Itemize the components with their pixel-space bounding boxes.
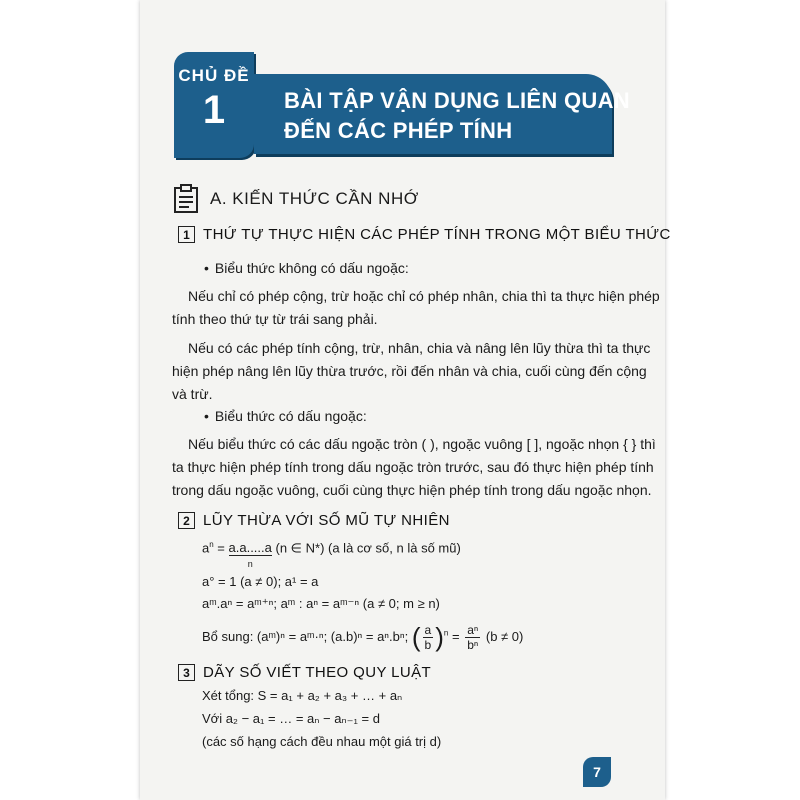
chapter-label: CHỦ ĐỀ	[178, 66, 250, 85]
title-line-1: BÀI TẬP VẬN DỤNG LIÊN QUAN	[284, 88, 630, 113]
title-banner	[254, 74, 630, 154]
chapter-number: 1	[202, 88, 226, 132]
subsection-1-number: 1	[178, 226, 195, 243]
sequence-sum: Xét tổng: S = a₁ + a₂ + a₃ + … + aₙ	[202, 688, 403, 703]
s1-paragraph-1: Nếu chỉ có phép cộng, trừ hoặc chỉ có phép nhân, chia thì ta thực hiện phép	[188, 288, 660, 304]
section-a-heading	[172, 184, 419, 214]
s1-paragraph-5: và trừ.	[172, 386, 213, 402]
section-a-title: A. KIẾN THỨC CẦN NHỚ	[210, 189, 419, 208]
power-multiply-divide: aᵐ.aⁿ = aᵐ⁺ⁿ; aᵐ : aⁿ = aᵐ⁻ⁿ (a ≠ 0; m ≥ n)	[202, 596, 440, 611]
subsection-3-heading	[178, 664, 431, 681]
subsection-3-number: 3	[178, 664, 195, 681]
power-supplement: Bổ sung: (aᵐ)ⁿ = aᵐ·ⁿ; (a.b)ⁿ = aⁿ.bⁿ; ( $\frac{a}{b}$ )$^n$ = $\frac{\text{aⁿ}}{\text{bⁿ}}$ (b ≠ 0)	[202, 622, 524, 652]
notes-icon	[172, 184, 200, 214]
subsection-1-heading	[178, 226, 671, 243]
sequence-difference: Với a₂ − a₁ = … = aₙ − aₙ₋₁ = d	[202, 711, 380, 726]
subsection-2-heading	[178, 512, 450, 529]
s1-paragraph-3: Nếu có các phép tính cộng, trừ, nhân, chia và nâng lên lũy thừa thì ta thực	[188, 340, 651, 356]
subsection-2-title: LŨY THỪA VỚI SỐ MŨ TỰ NHIÊN	[203, 512, 450, 529]
bullet-no-parentheses: • Biểu thức không có dấu ngoặc:	[204, 260, 409, 276]
s1-paragraph-4: hiện phép nâng lên lũy thừa trước, rồi đến nhân và chia, cuối cùng đến cộng	[172, 363, 647, 379]
s1-paragraph-8: trong dấu ngoặc vuông, cuối cùng thực hiện phép tính trong dấu ngoặc nhọn.	[172, 482, 652, 498]
s1-paragraph-6: Nếu biểu thức có các dấu ngoặc tròn ( ), ngoặc vuông [ ], ngoặc nhọn { } thì	[188, 436, 656, 452]
sequence-note: (các số hạng cách đều nhau một giá trị d)	[202, 734, 442, 749]
subsection-3-title: DÃY SỐ VIẾT THEO QUY LUẬT	[203, 664, 432, 681]
s1-paragraph-2: tính theo thứ tự từ trái sang phải.	[172, 311, 378, 327]
subsection-1-title: THỨ TỰ THỰC HIỆN CÁC PHÉP TÍNH TRONG MỘT BIỂU THỨC	[203, 226, 671, 243]
power-zero-one: a° = 1 (a ≠ 0); a¹ = a	[202, 574, 319, 589]
power-definition: $a^n = a.a.....a$ n (n ∈ N*) (a là cơ số, n là số mũ)	[202, 540, 461, 569]
page-number: 7	[583, 757, 611, 787]
title-line-2: ĐẾN CÁC PHÉP TÍNH	[284, 118, 513, 143]
bullet-with-parentheses: • Biểu thức có dấu ngoặc:	[204, 408, 367, 424]
subsection-2-number: 2	[178, 512, 195, 529]
chapter-badge	[174, 52, 254, 158]
s1-paragraph-7: ta thực hiện phép tính trong dấu ngoặc tròn trước, sau đó thực hiện phép tính	[172, 459, 654, 475]
